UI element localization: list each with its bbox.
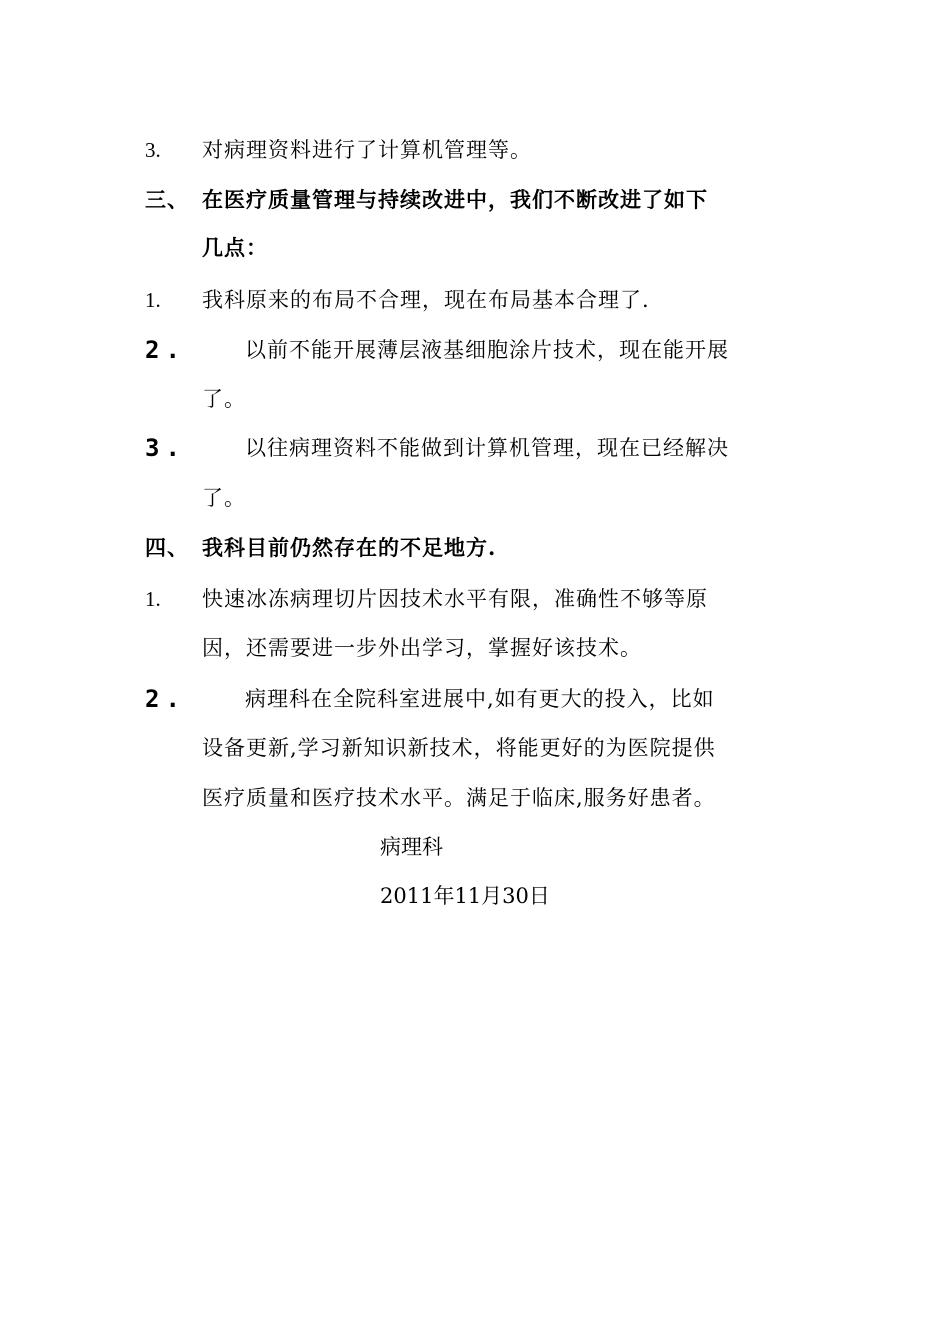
list-item-text: 快速冰冻病理切片因技术水平有限，准确性不够等原 <box>202 587 708 611</box>
list-item-text-cont: 了。 <box>202 486 246 510</box>
signature-department: 病理科 <box>380 835 443 859</box>
section-number: 三、 <box>145 187 189 212</box>
list-number: 1. <box>145 587 161 611</box>
list-number: 2. <box>145 685 186 713</box>
list-item-text: 以前不能开展薄层液基细胞涂片技术，现在能开展 <box>245 338 729 362</box>
section-heading: 我科目前仍然存在的不足地方. <box>202 535 497 560</box>
list-item-text: 病理科在全院科室进展中,如有更大的投入，比如 <box>245 687 715 711</box>
list-item-text-cont: 了。 <box>202 387 246 411</box>
list-item-text-cont: 因，还需要进一步外出学习，掌握好该技术。 <box>202 636 642 660</box>
list-number: 1. <box>145 288 161 312</box>
list-number: 2. <box>145 336 186 364</box>
section-number: 四、 <box>145 535 189 560</box>
signature-date: 2011年11月30日 <box>380 884 550 908</box>
list-item-text: 对病理资料进行了计算机管理等。 <box>202 138 532 162</box>
list-number: 3. <box>145 138 161 162</box>
list-item-text-cont: 医疗质量和医疗技术水平。满足于临床,服务好患者。 <box>202 786 716 810</box>
section-heading-cont: 几点： <box>202 235 268 260</box>
section-heading: 在医疗质量管理与持续改进中，我们不断改进了如下 <box>202 187 708 212</box>
list-number: 3. <box>145 434 186 462</box>
list-item-text-cont: 设备更新,学习新知识新技术，将能更好的为医院提供 <box>202 736 716 760</box>
list-item-text: 以往病理资料不能做到计算机管理，现在已经解决 <box>245 436 729 460</box>
list-item-text: 我科原来的布局不合理，现在布局基本合理了. <box>202 288 650 312</box>
